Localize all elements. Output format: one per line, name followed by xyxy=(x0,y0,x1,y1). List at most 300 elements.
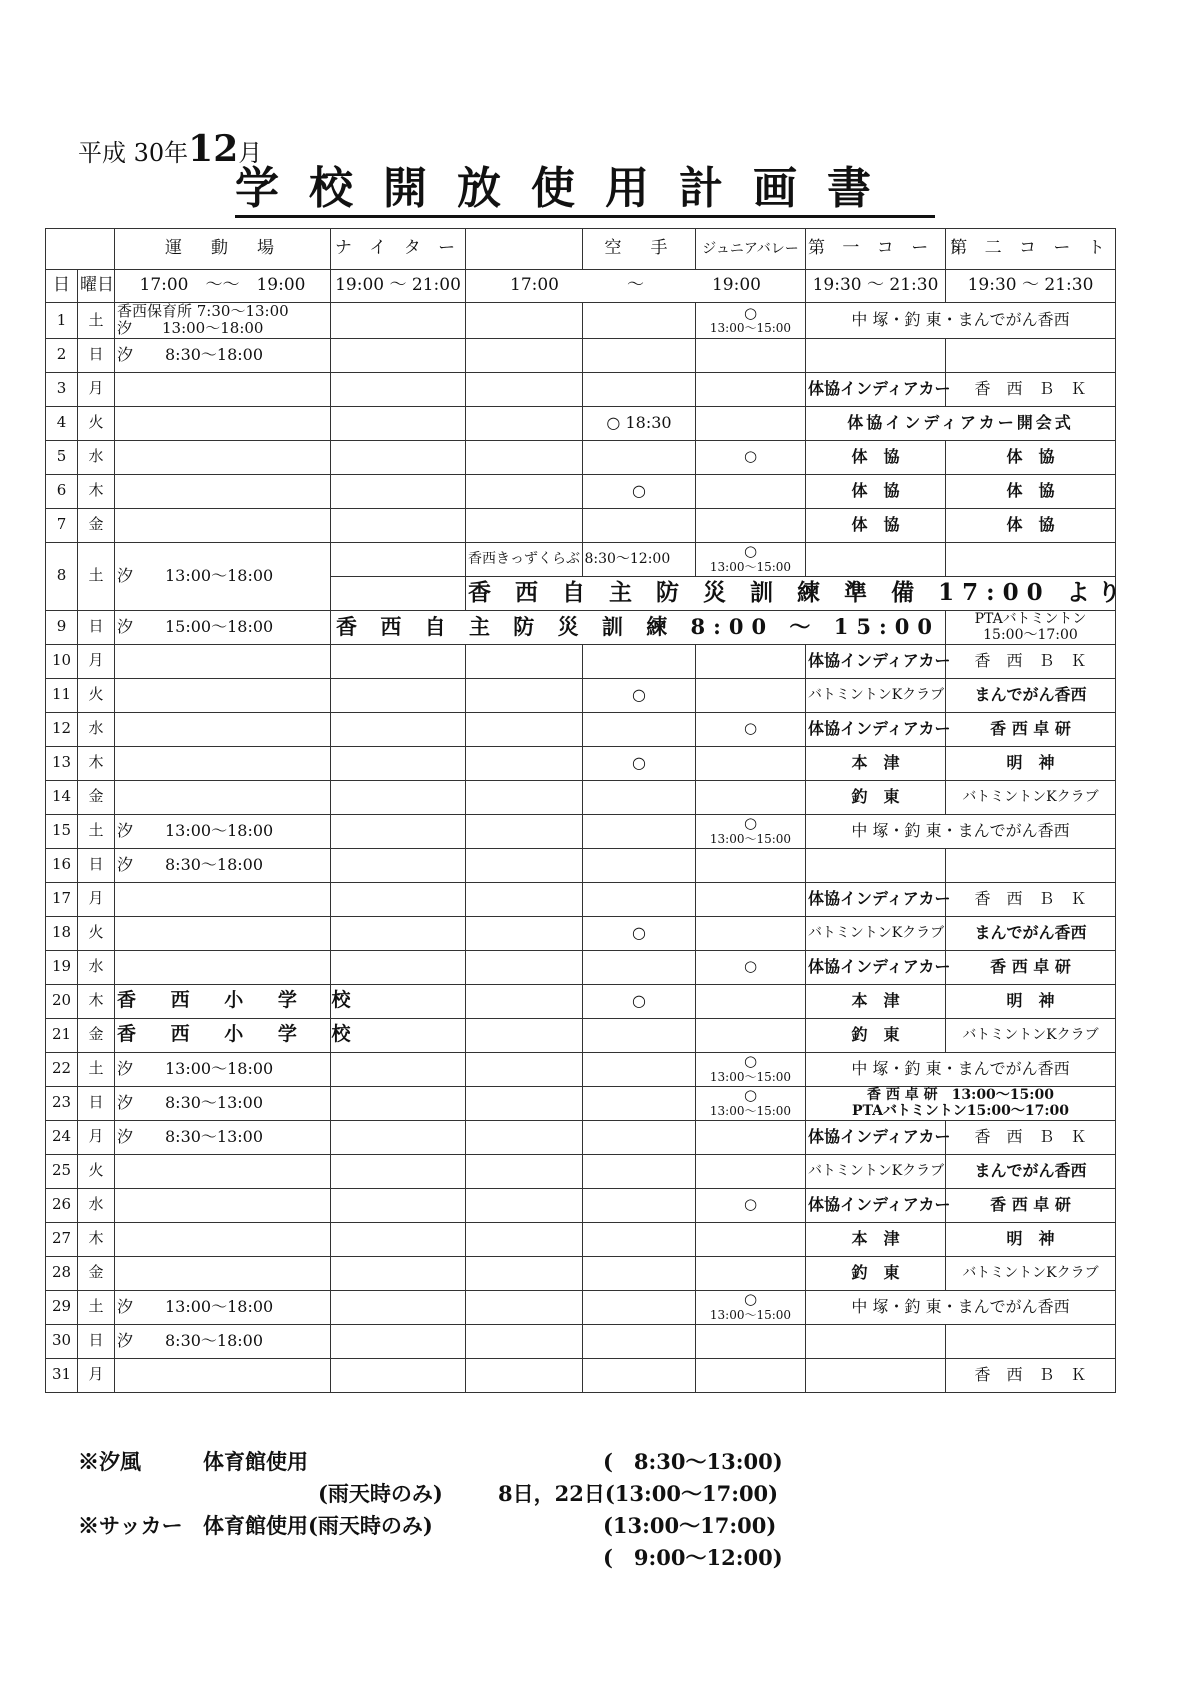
circle-mark: ○ xyxy=(743,1052,758,1071)
note-3-time: (13:00〜17:00) xyxy=(603,1513,777,1538)
day-cell: 8 xyxy=(46,542,78,610)
extra-cell xyxy=(466,303,583,339)
table-row xyxy=(46,1358,1116,1392)
weekday-cell: 月 xyxy=(78,1358,115,1392)
weekday-cell: 金 xyxy=(78,1256,115,1290)
note-1-label: ※汐風 xyxy=(78,1449,141,1474)
junior-volley-cell xyxy=(696,1290,806,1324)
nighter-cell xyxy=(331,1154,466,1188)
karate-cell xyxy=(583,372,696,406)
court1-cell: 体 協 xyxy=(806,474,946,508)
court1-cell: 釣 東 xyxy=(806,1256,946,1290)
nighter-cell xyxy=(331,303,466,339)
extra-cell xyxy=(466,440,583,474)
court2-cell: バトミントンKクラブ xyxy=(946,780,1116,814)
table-row xyxy=(46,950,1116,984)
extra-cell xyxy=(466,848,583,882)
extra-cell xyxy=(466,1358,583,1392)
karate-cell xyxy=(583,712,696,746)
court2-cell: 香 西 Ｂ Ｋ xyxy=(946,1120,1116,1154)
karate-cell: ○ xyxy=(583,678,696,712)
nighter-cell xyxy=(331,372,466,406)
day-cell: 20 xyxy=(46,984,78,1018)
day-cell: 26 xyxy=(46,1188,78,1222)
nighter-cell xyxy=(331,712,466,746)
court-combined-cell: 中 塚・釣 東・まんでがん香西 xyxy=(806,814,1116,848)
court2-cell xyxy=(946,848,1116,882)
table-row xyxy=(46,916,1116,950)
junior-volley-cell xyxy=(696,1188,806,1222)
extra-cell xyxy=(466,1324,583,1358)
table-row xyxy=(46,882,1116,916)
junior-volley-cell xyxy=(696,338,806,372)
nighter-cell xyxy=(331,1086,466,1120)
junior-volley-cell xyxy=(696,644,806,678)
nighter-cell xyxy=(331,576,466,610)
ground-cell xyxy=(115,1358,331,1392)
weekday-cell: 月 xyxy=(78,882,115,916)
day-cell: 15 xyxy=(46,814,78,848)
nighter-cell xyxy=(331,678,466,712)
karate-cell: ○ xyxy=(583,746,696,780)
page-title: 学校開放使用計画書 xyxy=(235,165,935,218)
day-cell: 3 xyxy=(46,372,78,406)
extra-cell xyxy=(466,916,583,950)
note-2-time: 8日，22日(13:00〜17:00) xyxy=(498,1481,779,1506)
court1-cell: バトミントンKクラブ xyxy=(806,678,946,712)
karate-cell xyxy=(583,1120,696,1154)
junior-volley-cell xyxy=(696,1256,806,1290)
weekday-cell: 水 xyxy=(78,1188,115,1222)
weekday-cell: 水 xyxy=(78,712,115,746)
court2-time: 19:30 〜 21:30 xyxy=(946,270,1116,303)
court1-cell xyxy=(806,338,946,372)
day-cell: 23 xyxy=(46,1086,78,1120)
circle-mark: ○ xyxy=(743,1290,758,1309)
court1-cell: 体 協 xyxy=(806,508,946,542)
col-blank xyxy=(466,229,583,270)
nighter-cell xyxy=(331,440,466,474)
table-row xyxy=(46,746,1116,780)
karate-cell xyxy=(583,1052,696,1086)
nighter-cell xyxy=(331,338,466,372)
junior-volley-cell xyxy=(696,1222,806,1256)
court2-cell: PTAバトミントン 15:00〜17:00 xyxy=(946,610,1116,644)
court2-cell: 香 西 卓 研 xyxy=(946,712,1116,746)
court2-cell: 体 協 xyxy=(946,508,1116,542)
court1-cell: 釣 東 xyxy=(806,1018,946,1052)
table-row xyxy=(46,1018,1116,1052)
nighter-cell xyxy=(331,406,466,440)
table-row xyxy=(46,1154,1116,1188)
karate-cell xyxy=(583,440,696,474)
ground-cell xyxy=(115,916,331,950)
col-day: 日 xyxy=(46,270,78,303)
court1-cell: 本 津 xyxy=(806,984,946,1018)
junior-volley-cell xyxy=(696,303,806,339)
karate-cell xyxy=(583,1290,696,1324)
nighter-cell xyxy=(331,1256,466,1290)
ground-cell: 汐 8:30〜13:00 xyxy=(115,1086,331,1120)
day-cell: 13 xyxy=(46,746,78,780)
table-row xyxy=(46,508,1116,542)
court1-cell: 体協インディアカー xyxy=(806,950,946,984)
weekday-cell: 日 xyxy=(78,848,115,882)
nighter-cell xyxy=(331,1188,466,1222)
court2-cell: 明 神 xyxy=(946,984,1116,1018)
weekday-cell: 火 xyxy=(78,1154,115,1188)
day-cell: 25 xyxy=(46,1154,78,1188)
court1-time: 19:30 〜 21:30 xyxy=(806,270,946,303)
extra-cell xyxy=(466,1256,583,1290)
circle-mark: ○ xyxy=(743,957,758,976)
nighter-cell xyxy=(331,1358,466,1392)
weekday-cell: 月 xyxy=(78,1120,115,1154)
table-row xyxy=(46,712,1116,746)
karate-cell xyxy=(583,1358,696,1392)
day-cell: 19 xyxy=(46,950,78,984)
ground-cell xyxy=(115,678,331,712)
day-cell: 10 xyxy=(46,644,78,678)
court2-cell: 香 西 Ｂ Ｋ xyxy=(946,372,1116,406)
junior-volley-cell xyxy=(696,882,806,916)
court-combined-cell: 中 塚・釣 東・まんでがん香西 xyxy=(806,1290,1116,1324)
court-combined-cell: 中 塚・釣 東・まんでがん香西 xyxy=(806,1052,1116,1086)
circle-mark: ○ xyxy=(743,1195,758,1214)
ground-cell: 香 西 小 学 校 xyxy=(115,984,331,1018)
ground-cell xyxy=(115,474,331,508)
court2-cell: 香 西 Ｂ Ｋ xyxy=(946,1358,1116,1392)
karate-cell xyxy=(583,950,696,984)
junior-volley-cell xyxy=(696,474,806,508)
court2-cell: 明 神 xyxy=(946,1222,1116,1256)
day-cell: 16 xyxy=(46,848,78,882)
table-row xyxy=(46,338,1116,372)
court1-cell: 体協インディアカー xyxy=(806,1120,946,1154)
extra-cell xyxy=(466,882,583,916)
weekday-cell: 日 xyxy=(78,1086,115,1120)
court2-cell xyxy=(946,542,1116,576)
junior-volley-cell xyxy=(696,1154,806,1188)
weekday-cell: 金 xyxy=(78,1018,115,1052)
junior-volley-cell xyxy=(696,780,806,814)
junior-volley-cell xyxy=(696,678,806,712)
junior-volley-time: 13:00〜15:00 xyxy=(709,1307,792,1322)
weekday-cell: 木 xyxy=(78,746,115,780)
day-cell: 18 xyxy=(46,916,78,950)
col-ground: 運 動 場 xyxy=(115,229,331,270)
table-row xyxy=(46,1290,1116,1324)
time-row xyxy=(46,270,1116,303)
table-row xyxy=(46,644,1116,678)
nighter-cell xyxy=(331,474,466,508)
nighter-cell xyxy=(331,1290,466,1324)
table-row xyxy=(46,406,1116,440)
karate-cell xyxy=(583,1324,696,1358)
court1-cell: 体協インディアカー xyxy=(806,712,946,746)
junior-volley-cell xyxy=(696,406,806,440)
karate-cell xyxy=(583,1086,696,1120)
nighter-cell xyxy=(331,644,466,678)
note-2-text: (雨天時のみ) xyxy=(318,1481,443,1506)
weekday-cell: 日 xyxy=(78,1324,115,1358)
nighter-cell xyxy=(331,814,466,848)
court2-cell: 香 西 卓 研 xyxy=(946,950,1116,984)
junior-volley-cell xyxy=(696,814,806,848)
court1-cell: 体協インディアカー xyxy=(806,882,946,916)
junior-volley-time: 13:00〜15:00 xyxy=(709,831,792,846)
nighter-cell xyxy=(331,508,466,542)
ground-cell xyxy=(115,1222,331,1256)
table-row xyxy=(46,610,1116,644)
court2-cell: 香 西 Ｂ Ｋ xyxy=(946,882,1116,916)
ground-cell xyxy=(115,950,331,984)
karate-cell xyxy=(583,1222,696,1256)
col-weekday: 曜日 xyxy=(78,270,115,303)
weekday-cell: 水 xyxy=(78,440,115,474)
junior-volley-cell xyxy=(696,508,806,542)
junior-volley-cell xyxy=(696,950,806,984)
court2-cell: 香 西 卓 研 xyxy=(946,1188,1116,1222)
day-cell: 27 xyxy=(46,1222,78,1256)
court1-cell xyxy=(806,1324,946,1358)
nighter-time: 19:00 〜 21:00 xyxy=(331,270,466,303)
weekday-cell: 木 xyxy=(78,1222,115,1256)
weekday-cell: 金 xyxy=(78,508,115,542)
ground-cell: 汐 13:00〜18:00 xyxy=(115,814,331,848)
karate-cell: ○ 18:30 xyxy=(583,406,696,440)
extra-cell xyxy=(466,1154,583,1188)
extra-cell: 香西きっずくらぶ 8:30〜12:00 xyxy=(466,542,583,576)
court2-cell: まんでがん香西 xyxy=(946,1154,1116,1188)
junior-volley-cell xyxy=(696,712,806,746)
table-row xyxy=(46,303,1116,339)
court2-cell: 体 協 xyxy=(946,474,1116,508)
extra-cell xyxy=(466,1052,583,1086)
karate-cell xyxy=(583,780,696,814)
ground-time: 17:00 〜〜 19:00 xyxy=(115,270,331,303)
table-row xyxy=(46,542,1116,576)
circle-mark: ○ xyxy=(743,719,758,738)
day-cell: 6 xyxy=(46,474,78,508)
weekday-cell: 木 xyxy=(78,474,115,508)
col-court-2: 第 二 コ ー ト xyxy=(946,229,1116,270)
note-3-text: 体育館使用(雨天時のみ) xyxy=(203,1513,433,1538)
court1-cell: 本 津 xyxy=(806,746,946,780)
karate-cell xyxy=(583,1256,696,1290)
junior-volley-cell xyxy=(696,1120,806,1154)
court-combined-cell: 香 西 卓 研 13:00〜15:00 PTAバトミントン15:00〜17:00 xyxy=(806,1086,1116,1120)
junior-volley-cell xyxy=(696,1324,806,1358)
circle-mark: ○ xyxy=(743,303,758,322)
nighter-cell xyxy=(331,1052,466,1086)
month-number: 12 xyxy=(188,128,239,170)
ground-cell: 汐 13:00〜18:00 xyxy=(115,1290,331,1324)
court2-cell: 明 神 xyxy=(946,746,1116,780)
weekday-cell: 月 xyxy=(78,372,115,406)
table-row xyxy=(46,1188,1116,1222)
day-cell: 28 xyxy=(46,1256,78,1290)
table-row xyxy=(46,1120,1116,1154)
court2-cell: 香 西 Ｂ Ｋ xyxy=(946,644,1116,678)
day-cell: 7 xyxy=(46,508,78,542)
court2-cell: まんでがん香西 xyxy=(946,678,1116,712)
footnotes xyxy=(78,1446,898,1574)
ground-cell xyxy=(115,1256,331,1290)
extra-cell xyxy=(466,1120,583,1154)
weekday-cell: 火 xyxy=(78,916,115,950)
weekday-cell: 土 xyxy=(78,303,115,339)
day-cell: 17 xyxy=(46,882,78,916)
nighter-cell xyxy=(331,1120,466,1154)
junior-volley-cell xyxy=(696,440,806,474)
extra-cell xyxy=(466,474,583,508)
junior-volley-cell xyxy=(696,746,806,780)
extra-cell xyxy=(466,814,583,848)
nighter-cell xyxy=(331,746,466,780)
day-cell: 31 xyxy=(46,1358,78,1392)
weekday-cell: 日 xyxy=(78,338,115,372)
col-court-1: 第 一 コ ー ト xyxy=(806,229,946,270)
extra-cell xyxy=(466,1290,583,1324)
karate-cell xyxy=(583,1154,696,1188)
day-cell: 4 xyxy=(46,406,78,440)
ground-cell xyxy=(115,746,331,780)
karate-cell xyxy=(583,848,696,882)
junior-volley-cell xyxy=(696,916,806,950)
table-row xyxy=(46,1052,1116,1086)
extra-cell xyxy=(466,1188,583,1222)
circle-mark: ○ xyxy=(743,1086,758,1105)
junior-volley-time: 13:00〜15:00 xyxy=(709,559,792,574)
col-karate: 空 手 xyxy=(583,229,696,270)
nighter-cell xyxy=(331,1324,466,1358)
ground-cell: 汐 8:30〜13:00 xyxy=(115,1120,331,1154)
court1-cell: 本 津 xyxy=(806,1222,946,1256)
table-row xyxy=(46,474,1116,508)
note-1-time: ( 8:30〜13:00) xyxy=(603,1449,783,1474)
extra-cell xyxy=(466,950,583,984)
day-cell: 30 xyxy=(46,1324,78,1358)
day-cell: 11 xyxy=(46,678,78,712)
circle-mark: ○ xyxy=(743,447,758,466)
table-row xyxy=(46,372,1116,406)
note-1-text: 体育館使用 xyxy=(203,1449,308,1474)
ground-cell: 汐 15:00〜18:00 xyxy=(115,610,331,644)
weekday-cell: 土 xyxy=(78,814,115,848)
court2-cell: まんでがん香西 xyxy=(946,916,1116,950)
day-cell: 21 xyxy=(46,1018,78,1052)
table-row xyxy=(46,814,1116,848)
extra-cell xyxy=(466,984,583,1018)
ground-cell xyxy=(115,372,331,406)
junior-volley-cell xyxy=(696,1358,806,1392)
karate-cell xyxy=(583,814,696,848)
extra-cell xyxy=(466,644,583,678)
court2-cell: 体 協 xyxy=(946,440,1116,474)
ground-cell: 汐 13:00〜18:00 xyxy=(115,542,331,610)
day-cell: 1 xyxy=(46,303,78,339)
court1-cell: 体協インディアカー xyxy=(806,372,946,406)
table-row xyxy=(46,848,1116,882)
ground-cell xyxy=(115,644,331,678)
ground-cell xyxy=(115,440,331,474)
nighter-cell xyxy=(331,1222,466,1256)
court2-cell xyxy=(946,1324,1116,1358)
table-row xyxy=(46,440,1116,474)
court1-cell: 体協インディアカー xyxy=(806,644,946,678)
junior-volley-cell xyxy=(696,848,806,882)
court1-cell xyxy=(806,542,946,576)
day-cell: 29 xyxy=(46,1290,78,1324)
extra-cell xyxy=(466,746,583,780)
weekday-cell: 土 xyxy=(78,1052,115,1086)
day-cell: 22 xyxy=(46,1052,78,1086)
nighter-cell xyxy=(331,950,466,984)
table-row xyxy=(46,1086,1116,1120)
court1-cell: 体協インディアカー xyxy=(806,1188,946,1222)
table-row xyxy=(46,780,1116,814)
table-row xyxy=(46,1256,1116,1290)
junior-volley-time: 13:00〜15:00 xyxy=(709,1103,792,1118)
ground-cell xyxy=(115,1154,331,1188)
extra-cell xyxy=(466,712,583,746)
court1-cell: 釣 東 xyxy=(806,780,946,814)
extra-cell xyxy=(466,780,583,814)
ground-cell xyxy=(115,882,331,916)
extra-cell xyxy=(466,338,583,372)
junior-volley-cell xyxy=(696,1018,806,1052)
circle-mark: ○ xyxy=(743,542,758,561)
court1-cell xyxy=(806,1358,946,1392)
month-unit: 月 xyxy=(238,139,263,167)
table-row xyxy=(46,1222,1116,1256)
table-row xyxy=(46,984,1116,1018)
day-cell: 5 xyxy=(46,440,78,474)
nighter-cell xyxy=(331,882,466,916)
extra-cell xyxy=(466,1018,583,1052)
karate-cell: ○ xyxy=(583,474,696,508)
note-4-time: ( 9:00〜12:00) xyxy=(603,1545,783,1570)
court1-cell: 体 協 xyxy=(806,440,946,474)
ground-cell xyxy=(115,712,331,746)
ground-cell xyxy=(115,780,331,814)
nighter-cell xyxy=(331,780,466,814)
dept-time: 17:00 〜 19:00 xyxy=(466,270,806,303)
day-cell: 9 xyxy=(46,610,78,644)
schedule-table xyxy=(45,228,1129,1393)
ground-cell: 香西保育所 7:30〜13:00 汐 13:00〜18:00 xyxy=(115,303,331,339)
col-nighter: ナ イ タ ー xyxy=(331,229,466,270)
court1-cell: バトミントンKクラブ xyxy=(806,1154,946,1188)
extra-cell xyxy=(466,372,583,406)
court2-cell: バトミントンKクラブ xyxy=(946,1018,1116,1052)
weekday-cell: 土 xyxy=(78,1290,115,1324)
day-cell: 24 xyxy=(46,1120,78,1154)
court2-cell: バトミントンKクラブ xyxy=(946,1256,1116,1290)
junior-volley-cell xyxy=(696,1052,806,1086)
weekday-cell: 土 xyxy=(78,542,115,610)
junior-volley-cell xyxy=(696,984,806,1018)
weekday-cell: 木 xyxy=(78,984,115,1018)
extra-cell xyxy=(466,678,583,712)
karate-cell xyxy=(583,508,696,542)
junior-volley-cell xyxy=(696,542,806,576)
ground-cell: 香 西 小 学 校 xyxy=(115,1018,331,1052)
extra-cell xyxy=(466,508,583,542)
junior-volley-cell xyxy=(696,372,806,406)
corner-cell xyxy=(46,229,115,270)
